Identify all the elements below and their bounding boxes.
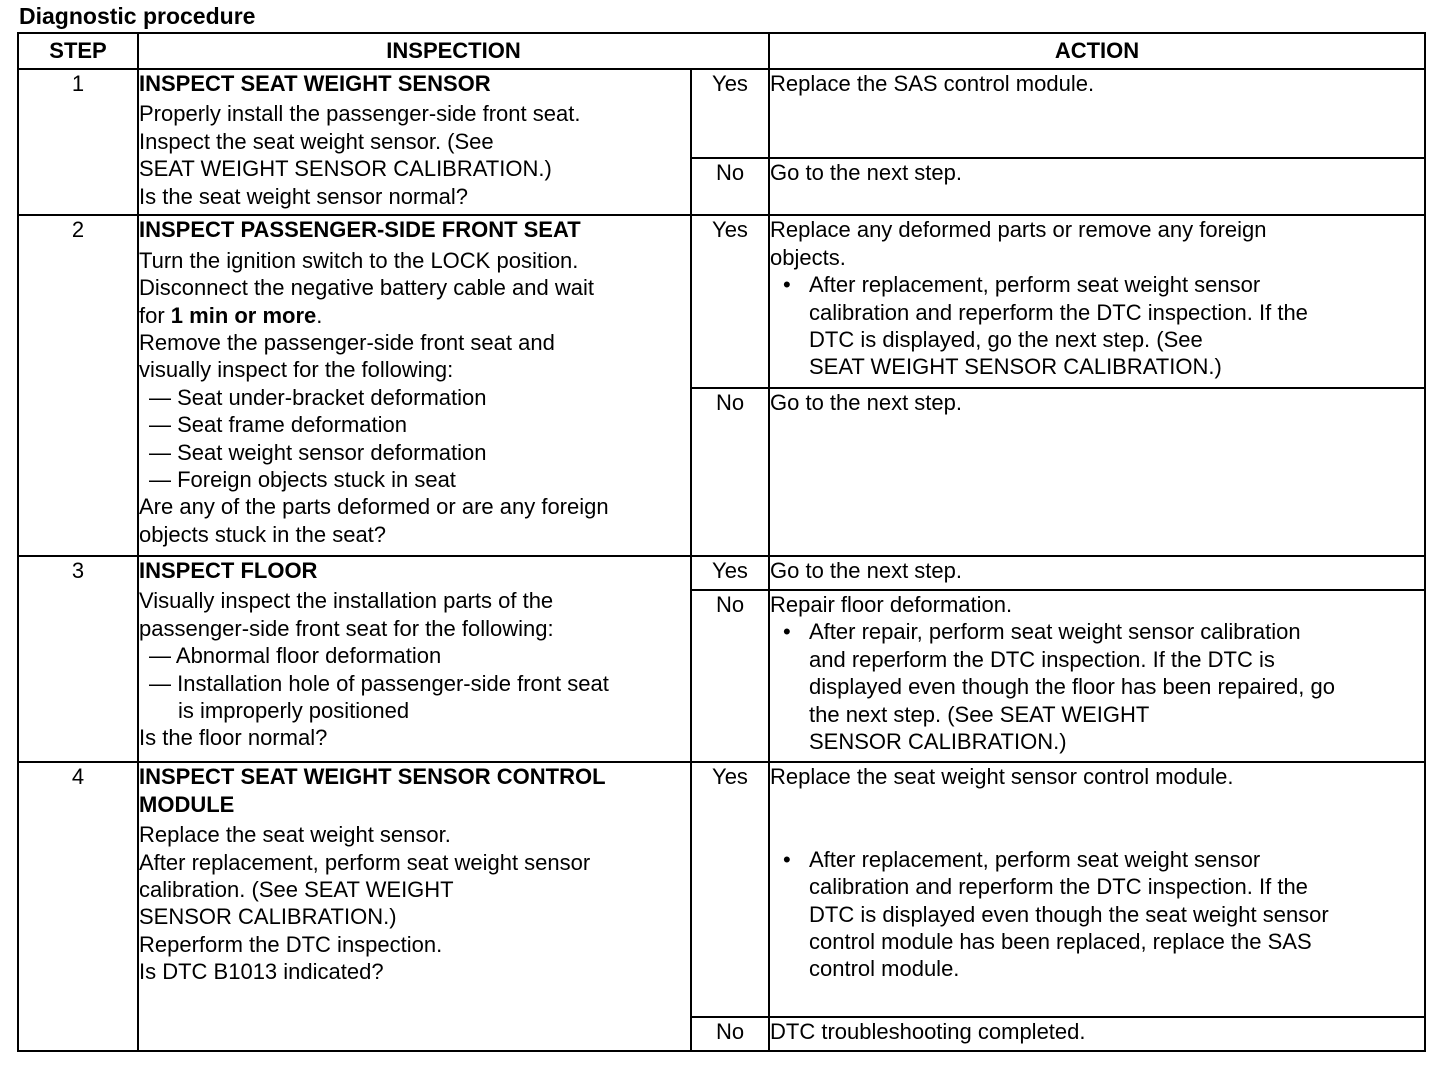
table-row [18,556,1425,590]
yes-action [769,215,1425,387]
inspection-line: SENSOR CALIBRATION.) [139,904,397,930]
inspection-line: After replacement, perform seat weight sensor [139,849,591,875]
no-label: No [691,590,769,762]
list-item-continuation: is improperly positioned [178,697,410,723]
inspection-title: INSPECT FLOOR [139,557,318,583]
yes-action: Go to the next step. [769,556,1425,590]
bullet-line: SENSOR CALIBRATION.) [809,729,1067,755]
inspection-cell [138,215,691,556]
inspection-cell [138,69,691,215]
bullet-icon: • [783,846,791,872]
bullet-line: control module. [809,956,960,982]
inspection-line: Replace the seat weight sensor. [139,822,451,848]
inspection-line: Properly install the passenger-side front seat. [139,101,581,127]
inspection-line [139,302,690,329]
yes-label: Yes [691,556,769,590]
wait-time: 1 min or more [170,302,317,328]
inspection-title: INSPECT PASSENGER-SIDE FRONT SEAT [139,217,581,243]
spacer [770,791,1424,846]
diagnostic-table [17,32,1426,1052]
inspection-question: Is the seat weight sensor normal? [139,183,468,209]
bullet-item [770,618,1424,755]
bullet-line: DTC is displayed even though the seat weight sensor [809,901,1329,927]
bullet-line: and reperform the DTC inspection. If the DTC is [809,646,1275,672]
inspection-line: Turn the ignition switch to the LOCK position. [139,247,579,273]
bullet-item [770,846,1424,983]
bullet-line: After replacement, perform seat weight sensor [809,846,1261,872]
inspection-question: Are any of the parts deformed or are any foreign [139,494,609,520]
bullet-line: After replacement, perform seat weight sensor [809,272,1261,298]
inspection-line: visually inspect for the following: [139,357,454,383]
inspection-line: Remove the passenger-side front seat and [139,329,555,355]
list-item: — Seat under-bracket deformation [149,384,487,410]
bullet-line: DTC is displayed, go the next step. (See [809,326,1203,352]
inspection-header: INSPECTION [138,33,769,69]
table-row [18,69,1425,158]
yes-label: Yes [691,762,769,1017]
wait-prefix: for [139,302,171,328]
no-label: No [691,158,769,215]
step-number: 3 [18,556,138,762]
no-action: Go to the next step. [769,388,1425,556]
inspection-title: INSPECT SEAT WEIGHT SENSOR [139,71,491,96]
inspection-title: INSPECT SEAT WEIGHT SENSOR CONTROL [139,764,606,790]
inspection-line: calibration. (See SEAT WEIGHT [139,876,454,902]
action-line: objects. [770,244,846,270]
no-action [769,590,1425,762]
no-action: Go to the next step. [769,158,1425,215]
bullet-line: displayed even though the floor has been repaired, go [809,674,1335,700]
yes-label: Yes [691,215,769,387]
action-line: Repair floor deformation. [770,592,1013,618]
list-item: — Seat frame deformation [149,412,408,438]
bullet-item [770,271,1424,381]
action-line: Replace the seat weight sensor control module. [770,764,1234,790]
inspection-cell [138,556,691,762]
step-number: 1 [18,69,138,215]
page-title: Diagnostic procedure [19,3,256,29]
table-header-row [18,33,1425,69]
inspection-line: Visually inspect the installation parts of the [139,588,554,614]
action-header: ACTION [769,33,1425,69]
inspection-line: Reperform the DTC inspection. [139,931,443,957]
no-label: No [691,388,769,556]
list-item: — Foreign objects stuck in seat [149,466,456,492]
inspection-cell [138,762,691,1051]
inspection-title: MODULE [139,791,235,817]
action-line: Replace any deformed parts or remove any foreign [770,217,1267,243]
list-item: — Abnormal floor deformation [149,643,442,669]
inspection-question: Is DTC B1013 indicated? [139,959,384,985]
inspection-question: Is the floor normal? [139,725,328,751]
bullet-line: SEAT WEIGHT SENSOR CALIBRATION.) [809,354,1222,380]
inspection-line: passenger-side front seat for the following: [139,615,554,641]
table-row [18,762,1425,1017]
bullet-line: After repair, perform seat weight sensor calibration [809,619,1301,645]
inspection-line: Inspect the seat weight sensor. (See [139,128,494,154]
bullet-line: control module has been replaced, replace the SAS [809,928,1312,954]
no-label: No [691,1017,769,1051]
step-header: STEP [18,33,138,69]
step-number: 2 [18,215,138,556]
inspection-line: Disconnect the negative battery cable and wait [139,275,594,301]
inspection-question: objects stuck in the seat? [139,521,387,547]
bullet-line: calibration and reperform the DTC inspection. If the [809,874,1308,900]
step-number: 4 [18,762,138,1051]
bullet-icon: • [783,272,791,298]
yes-action [769,762,1425,1017]
list-item: — Seat weight sensor deformation [149,439,487,465]
table-row [18,215,1425,387]
yes-label: Yes [691,69,769,158]
list-item: — Installation hole of passenger-side front seat [149,670,609,696]
bullet-icon: • [783,619,791,645]
yes-action: Replace the SAS control module. [769,69,1425,158]
bullet-line: calibration and reperform the DTC inspection. If the [809,299,1308,325]
no-action: DTC troubleshooting completed. [769,1017,1425,1051]
wait-suffix: . [316,302,323,328]
bullet-line: the next step. (See SEAT WEIGHT [809,701,1150,727]
inspection-line: SEAT WEIGHT SENSOR CALIBRATION.) [139,156,552,182]
